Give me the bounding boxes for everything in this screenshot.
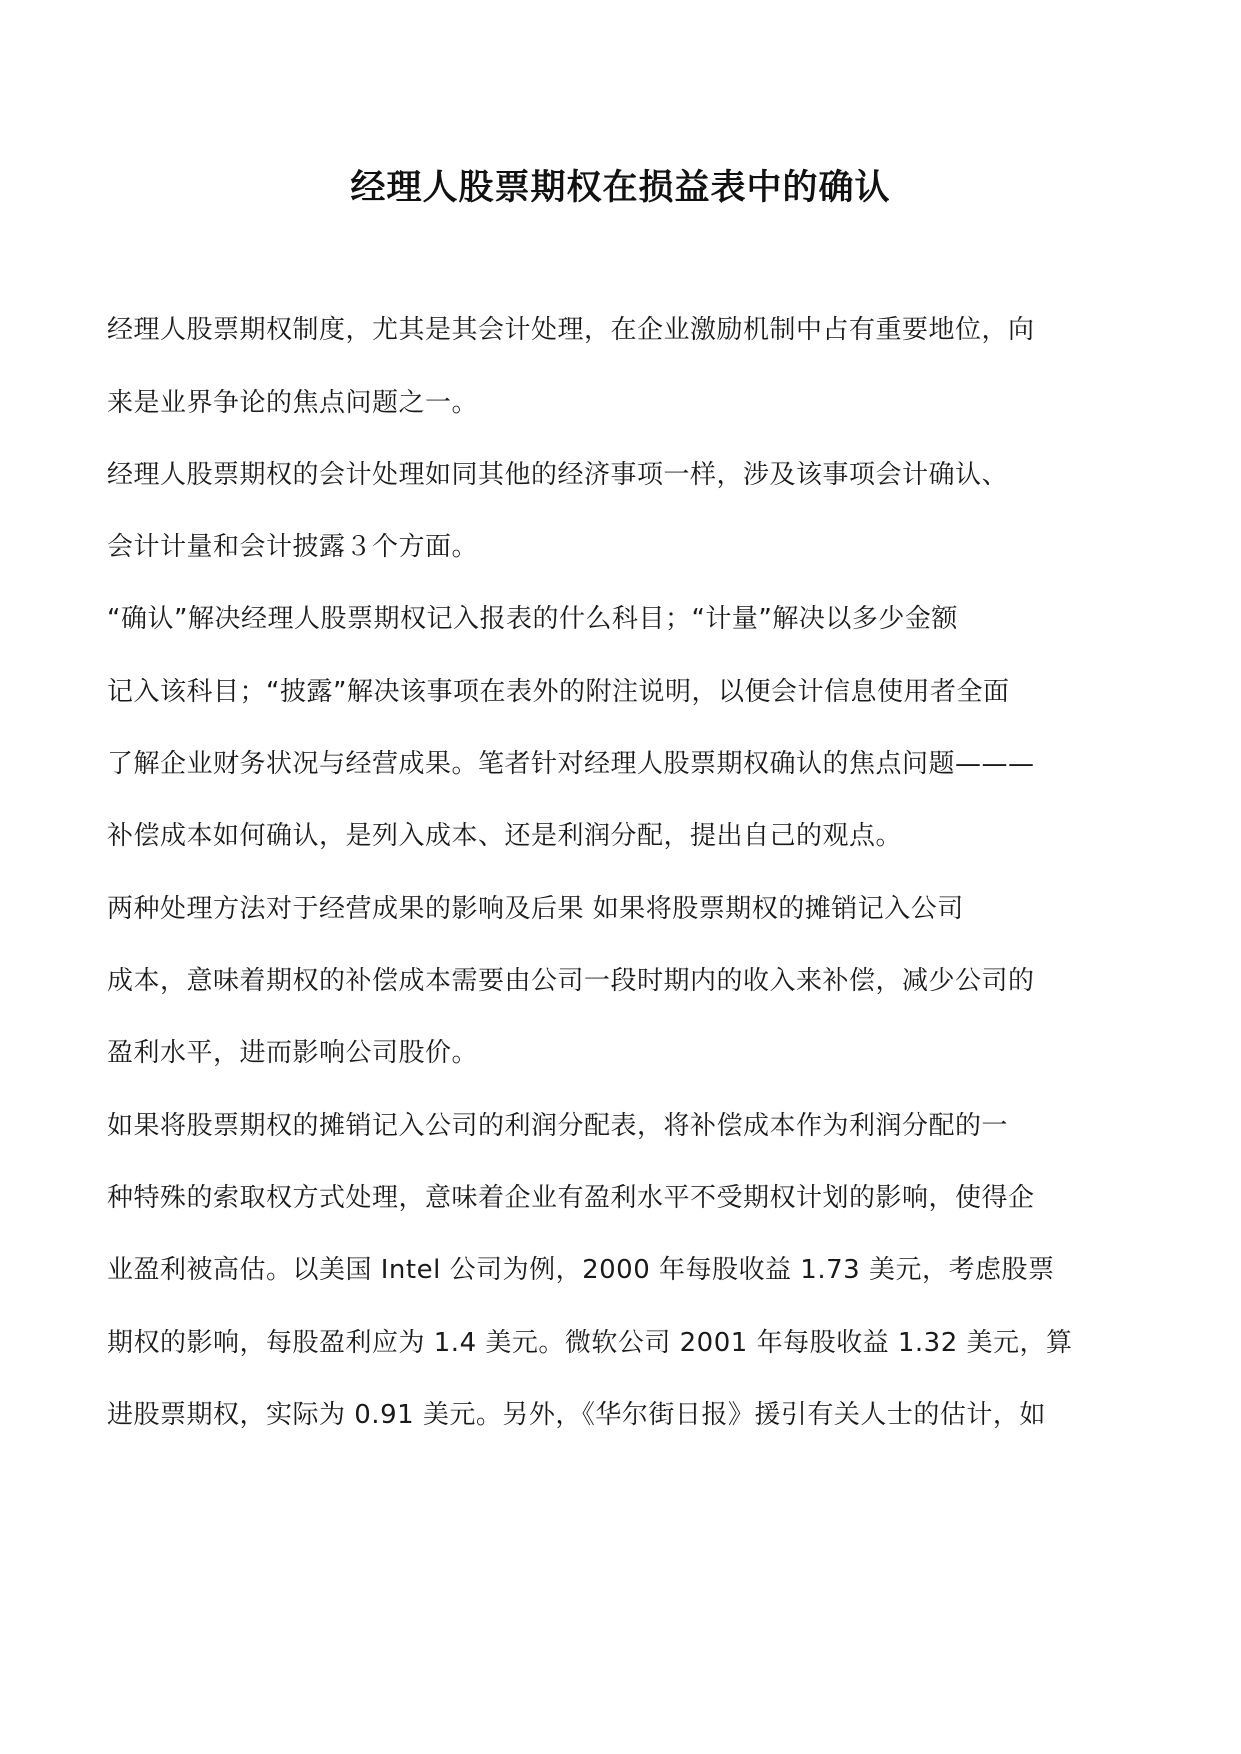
paragraph-line: 业盈利被高估。以美国 Intel 公司为例，2000 年每股收益 1.73 美元，考虑股票 (107, 1255, 1055, 1285)
paragraph-line: 会计计量和会计披露３个方面。 (107, 532, 479, 562)
paragraph-line: “确认”解决经理人股票期权记入报表的什么科目；“计量”解决以多少金额 (107, 604, 958, 634)
paragraph-line: 了解企业财务状况与经营成果。笔者针对经理人股票期权确认的焦点问题——— (107, 749, 1035, 779)
paragraph-line: 进股票期权，实际为 0.91 美元。另外，《华尔街日报》援引有关人士的估计，如 (107, 1400, 1046, 1430)
page-title: 经理人股票期权在损益表中的确认 (350, 167, 891, 208)
paragraph-line: 两种处理方法对于经营成果的影响及后果 如果将股票期权的摊销记入公司 (107, 894, 964, 924)
paragraph-line: 期权的影响，每股盈利应为 1.4 美元。微软公司 2001 年每股收益 1.32 美元，算 (107, 1328, 1073, 1358)
paragraph-line: 如果将股票期权的摊销记入公司的利润分配表，将补偿成本作为利润分配的一 (107, 1111, 1009, 1141)
paragraph-line: 记入该科目；“披露”解决该事项在表外的附注说明，以便会计信息使用者全面 (107, 677, 1010, 707)
paragraph-line: 来是业界争论的焦点问题之一。 (107, 388, 479, 418)
paragraph-line: 经理人股票期权的会计处理如同其他的经济事项一样，涉及该事项会计确认、 (107, 460, 1009, 490)
paragraph-line: 种特殊的索取权方式处理，意味着企业有盈利水平不受期权计划的影响，使得企 (107, 1183, 1035, 1213)
paragraph-line: 补偿成本如何确认，是列入成本、还是利润分配，提出自己的观点。 (107, 821, 903, 851)
paragraph-line: 盈利水平，进而影响公司股价。 (107, 1038, 479, 1068)
paragraph-line: 经理人股票期权制度，尤其是其会计处理，在企业激励机制中占有重要地位，向 (107, 315, 1035, 345)
paragraph-line: 成本，意味着期权的补偿成本需要由公司一段时期内的收入来补偿，减少公司的 (107, 966, 1035, 996)
